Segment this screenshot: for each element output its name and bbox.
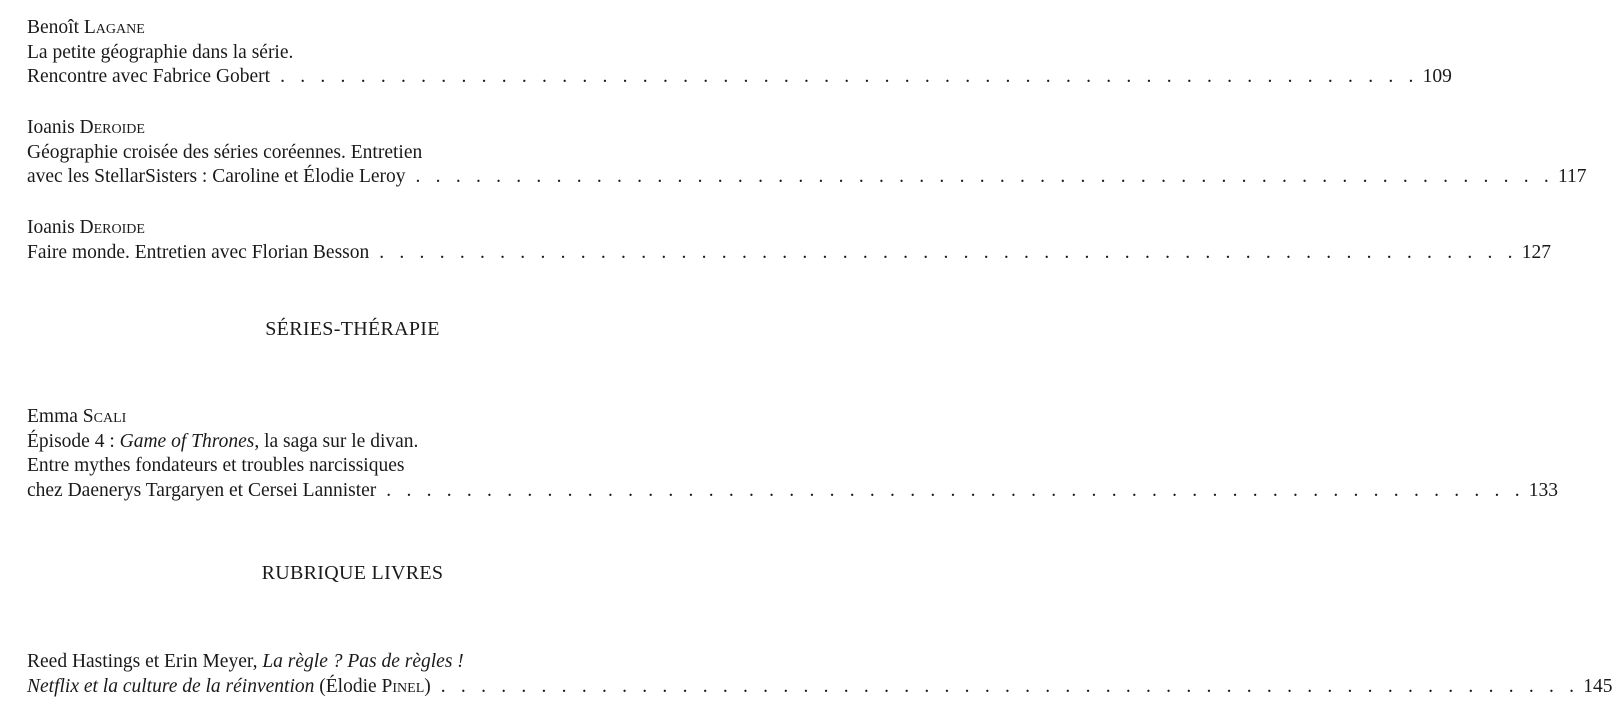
entry-title-line: Entre mythes fondateurs et troubles narcissiques bbox=[27, 455, 405, 476]
title-italic: Game of Thrones bbox=[119, 430, 255, 452]
reviewer-last-name: Pinel bbox=[381, 675, 425, 697]
section-heading-rubrique-livres: RUBRIQUE LIVRES bbox=[261, 562, 444, 584]
entry-title-line: La petite géographie dans la série. bbox=[27, 41, 294, 63]
entry-title-final-line bbox=[27, 241, 1551, 266]
author-last-name: Deroide bbox=[79, 217, 145, 238]
book-subtitle-italic: Netflix et la culture de la réinvention bbox=[27, 675, 315, 697]
author-last-name: Deroide bbox=[79, 117, 145, 138]
entry-title-text: avec les StellarSisters : Caroline et Élodie Leroy bbox=[27, 166, 406, 187]
reviewer-close: ) bbox=[424, 675, 431, 697]
author-last-name: Scali bbox=[82, 406, 127, 427]
dot-leader: . . . . . . . . . . . . . . . . . . . . . . . . . . . . . . . . . . . . . . . . . . . . . . . . . . . . . . . . . bbox=[386, 479, 1525, 501]
author-first-name: Benoît bbox=[27, 17, 79, 38]
entry-title-final-line bbox=[27, 675, 1613, 700]
section-heading-series-therapie: SÉRIES-THÉRAPIE bbox=[265, 318, 440, 340]
toc-entry-scali bbox=[27, 405, 1559, 503]
toc-entry-lagane bbox=[27, 16, 1452, 90]
toc-entry-hastings-meyer bbox=[27, 650, 1613, 699]
author-line bbox=[27, 405, 649, 430]
book-authors: Reed Hastings et Erin Meyer, bbox=[27, 651, 263, 672]
page-number: 133 bbox=[1528, 479, 1559, 501]
entry-title-line: Géographie croisée des séries coréennes. Entretien bbox=[27, 141, 423, 163]
dot-leader: . . . . . . . . . . . . . . . . . . . . . . . . . . . . . . . . . . . . . . . . . . . . . . . . . . . . . . . . . bbox=[379, 241, 1518, 263]
dot-leader: . . . . . . . . . . . . . . . . . . . . . . . . . . . . . . . . . . . . . . . . . . . . . . . . . . . . . . . . . bbox=[415, 166, 1554, 187]
page-number: 127 bbox=[1521, 241, 1551, 263]
page-number: 117 bbox=[1558, 166, 1587, 187]
author-line bbox=[27, 216, 649, 241]
toc-entry-deroide-korean bbox=[27, 116, 1587, 190]
toc-entry-deroide-monde bbox=[27, 216, 1551, 265]
reviewer-open: (Élodie bbox=[314, 675, 382, 697]
title-prefix: Épisode 4 : bbox=[27, 430, 120, 452]
entry-title-final-line bbox=[27, 65, 1452, 90]
page-number: 145 bbox=[1583, 675, 1613, 697]
entry-title-final-line bbox=[27, 165, 1587, 190]
dot-leader: . . . . . . . . . . . . . . . . . . . . . . . . . . . . . . . . . . . . . . . . . . . . . . . . . . . . . . . . . bbox=[440, 675, 1580, 697]
author-last-name: Lagane bbox=[83, 17, 145, 38]
entry-title-text: Rencontre avec Fabrice Gobert bbox=[27, 66, 271, 87]
dot-leader: . . . . . . . . . . . . . . . . . . . . . . . . . . . . . . . . . . . . . . . . . . . . . . . . . . . . . . . . . bbox=[280, 66, 1419, 87]
title-suffix: , la saga sur le divan. bbox=[254, 430, 419, 452]
entry-title-text: Faire monde. Entretien avec Florian Besson bbox=[27, 241, 370, 263]
entry-title-text: chez Daenerys Targaryen et Cersei Lannister bbox=[27, 479, 377, 501]
entry-title-line bbox=[27, 650, 649, 675]
author-first-name: Emma bbox=[27, 406, 78, 427]
author-line bbox=[27, 116, 649, 141]
entry-title-final-line bbox=[27, 479, 1559, 504]
author-line bbox=[27, 16, 649, 41]
entry-title-line bbox=[27, 430, 649, 455]
entry-title-text bbox=[27, 675, 431, 700]
book-title-italic: La règle ? Pas de règles ! bbox=[262, 651, 464, 672]
author-first-name: Ioanis bbox=[27, 117, 75, 138]
page-number: 109 bbox=[1422, 66, 1452, 87]
author-first-name: Ioanis bbox=[27, 217, 75, 238]
